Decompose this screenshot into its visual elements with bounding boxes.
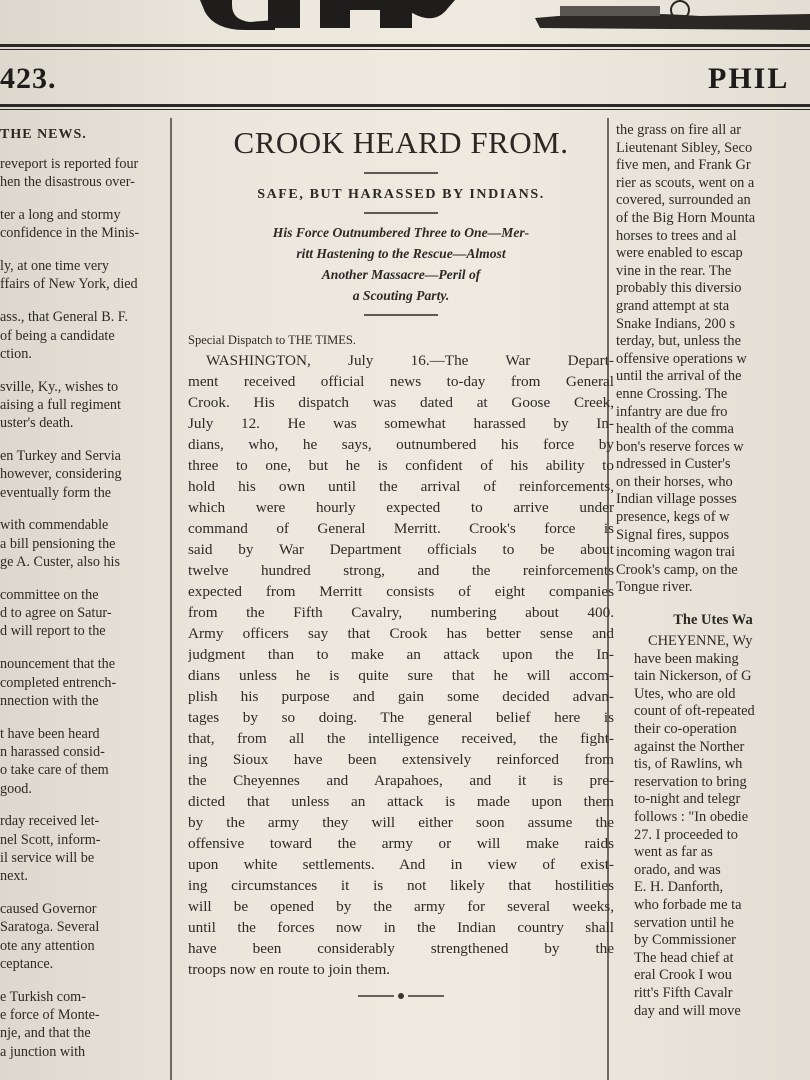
news-item xyxy=(0,516,163,571)
article-body-line: command of General Merritt. Crook's force is xyxy=(188,520,614,537)
news-item-line: of being a candidate xyxy=(0,327,115,344)
right-column-line: until the arrival of the xyxy=(616,368,742,385)
article-body-line: judgment than to make an attack upon the In- xyxy=(188,646,614,663)
news-item-line: ffairs of New York, died xyxy=(0,276,138,293)
news-item-line: eventually form the xyxy=(0,484,112,501)
news-item-line: ge A. Custer, also his xyxy=(0,554,121,571)
right-column-line: who forbade me ta xyxy=(634,896,742,913)
article-body-line: dians unless he is quite sure that he will accom- xyxy=(188,667,614,684)
right-column-line: to-night and telegr xyxy=(634,791,741,808)
right-column-line: have been making xyxy=(634,650,739,667)
article-body-line: ing Sioux have been extensively reinforced from xyxy=(188,751,614,768)
news-item-line: nnection with the xyxy=(0,692,99,709)
city-name: PHIL xyxy=(708,62,790,95)
deck-line: Another Massacre—Peril of xyxy=(321,267,481,282)
article-body-line: upon white settlements. And in view of exist- xyxy=(188,856,614,873)
right-column-line: bon's reserve forces w xyxy=(616,438,744,455)
article-body-line: ment received official news to-day from General xyxy=(188,373,614,390)
deck-divider xyxy=(364,314,438,316)
article-body-line: that, from all the intelligence received, the fight- xyxy=(188,730,614,747)
news-item xyxy=(0,812,163,885)
right-column-line: vine in the rear. The xyxy=(616,262,732,279)
news-item-line: en Turkey and Servia xyxy=(0,448,121,465)
paragraph-gap xyxy=(0,433,163,448)
right-column-line: the grass on fire all ar xyxy=(616,122,742,138)
end-ornament xyxy=(188,986,614,996)
article-body-line: Army officers say that Crook has better sense and xyxy=(188,625,614,642)
right-column-line: covered, surrounded an xyxy=(616,192,751,209)
right-column-line: went as far as xyxy=(634,844,713,861)
subheadline-divider xyxy=(364,212,438,214)
right-column-line: rier as scouts, went on a xyxy=(616,174,755,191)
article-body-line: offensive toward the army or will make raids xyxy=(188,835,614,852)
paragraph-gap xyxy=(0,641,163,656)
masthead-rule-thin xyxy=(0,49,810,50)
news-item-line: e force of Monte- xyxy=(0,1006,100,1023)
news-item-line: t have been heard xyxy=(0,725,100,742)
right-column xyxy=(616,118,810,1080)
news-item-line: sville, Ky., wishes to xyxy=(0,378,119,395)
news-item-line: with commendable xyxy=(0,517,109,534)
news-section-title: THE NEWS. xyxy=(0,127,87,142)
news-item-line: a bill pensioning the xyxy=(0,535,116,552)
news-item-line: Saratoga. Several xyxy=(0,919,100,936)
left-column xyxy=(0,118,163,1080)
news-item xyxy=(0,725,163,798)
right-column-line: reservation to bring xyxy=(634,773,747,790)
news-item xyxy=(0,900,163,973)
right-column-line: on their horses, who xyxy=(616,473,733,490)
news-item xyxy=(0,586,163,641)
article-body-line: dicted that unless an attack is made upon them xyxy=(188,793,614,810)
article-body-line: by the army they will either soon assume the xyxy=(188,814,614,831)
article-body-line: the Cheyennes and Arapahoes, and it is pre- xyxy=(188,772,614,789)
news-item xyxy=(0,206,163,243)
news-item-line: ter a long and stormy xyxy=(0,207,121,224)
news-item-line: nje, and that the xyxy=(0,1025,91,1042)
paragraph-gap xyxy=(0,710,163,725)
paragraph-gap xyxy=(0,363,163,378)
news-item-line: confidence in the Minis- xyxy=(0,225,140,242)
right-column-line: by Commissioner xyxy=(634,932,736,949)
news-item-line: hen the disastrous over- xyxy=(0,174,135,191)
paragraph-gap xyxy=(0,973,163,988)
paragraph-gap xyxy=(0,798,163,813)
article-body-line: three to one, but he is confident of his ability to xyxy=(188,457,614,474)
article-body-line: have been considerably strengthened by the xyxy=(188,940,614,957)
news-item xyxy=(0,308,163,363)
article-body-line: dians, who, he says, outnumbered his force by xyxy=(188,436,614,453)
article-subheadline: SAFE, BUT HARASSED BY INDIANS. xyxy=(257,187,545,202)
news-item-line: uster's death. xyxy=(0,415,74,432)
right-column-line: Indian village posses xyxy=(616,491,737,508)
news-item-line: a junction with xyxy=(0,1043,86,1060)
right-column-line: presence, kegs of w xyxy=(616,509,730,526)
right-column-line: of the Big Horn Mounta xyxy=(616,209,756,226)
deck-line: ritt Hastening to the Rescue—Almost xyxy=(296,246,506,261)
article-body-line: which were hourly expected to arrive under xyxy=(188,499,614,516)
right-column-line: tis, of Rawlins, wh xyxy=(634,756,743,773)
article-body-line: from the Fifth Cavalry, numbering about 400. xyxy=(188,604,614,621)
right-column-line: Lieutenant Sibley, Seco xyxy=(616,139,753,156)
article-body-line: Crook. His dispatch was dated at Goose Creek, xyxy=(188,394,614,411)
news-item-line: ly, at one time very xyxy=(0,258,109,275)
right-column-line: orado, and was xyxy=(634,861,721,878)
paragraph-gap xyxy=(0,502,163,517)
masthead-logo xyxy=(0,0,810,38)
right-column-line: day and will move xyxy=(634,1002,741,1019)
news-item-line: o take care of them xyxy=(0,762,109,779)
masthead-rule-top xyxy=(0,44,810,47)
news-item-line: next. xyxy=(0,868,28,885)
news-item-line: ceptance. xyxy=(0,955,54,972)
news-item xyxy=(0,378,163,433)
right-column-line: Snake Indians, 200 s xyxy=(616,315,736,332)
right-column-line: terday, but, unless the xyxy=(616,333,741,350)
right-column-line: follows : "In obedie xyxy=(634,808,749,825)
right-column-line: Crook's camp, on the xyxy=(616,561,738,578)
right-column-line: Signal fires, suppos xyxy=(616,526,730,543)
right-column-line: CHEYENNE, Wy xyxy=(648,633,753,650)
right-column-line: count of oft-repeated xyxy=(634,703,755,720)
right-column-line: infantry are due fro xyxy=(616,403,728,420)
news-item xyxy=(0,988,163,1061)
news-item-line: nel Scott, inform- xyxy=(0,831,101,848)
news-item-line: il service will be xyxy=(0,849,95,866)
utes-subhead: The Utes Wa xyxy=(673,612,753,629)
article-body-line: ing circumstances it is not likely that hostilities xyxy=(188,877,614,894)
news-item-line: however, considering xyxy=(0,466,122,483)
article-column xyxy=(188,118,614,1080)
news-item xyxy=(0,155,163,192)
news-item-line: committee on the xyxy=(0,586,99,603)
right-column-line: tain Nickerson, of G xyxy=(634,668,752,685)
article-deck xyxy=(188,222,614,306)
right-column-line: E. H. Danforth, xyxy=(634,879,724,896)
right-column-line: ritt's Fifth Cavalr xyxy=(634,984,733,1001)
news-item-line: good. xyxy=(0,780,32,797)
paragraph-gap xyxy=(0,294,163,309)
article-body-line: said by War Department officials to be about xyxy=(188,541,614,558)
right-column-line: servation until he xyxy=(634,914,734,931)
right-column-line: five men, and Frank Gr xyxy=(616,157,751,174)
right-column-line: ndressed in Custer's xyxy=(616,456,731,473)
news-item-line: n harassed consid- xyxy=(0,743,105,760)
news-item-line: ass., that General B. F. xyxy=(0,309,129,326)
right-column-line: Utes, who are old xyxy=(634,685,736,702)
right-column-line: incoming wagon trai xyxy=(616,544,736,561)
right-column-line: offensive operations w xyxy=(616,350,747,367)
article-body-line: troops now en route to join them. xyxy=(188,961,391,978)
news-item-line: e Turkish com- xyxy=(0,988,86,1005)
dispatch-label: Special Dispatch to THE TIMES. xyxy=(188,333,356,347)
news-item-line: ote any attention xyxy=(0,937,95,954)
news-item-line: completed entrench- xyxy=(0,674,117,691)
article-body-line: plish his purpose and gain some decided advan- xyxy=(188,688,614,705)
news-item-line: d to agree on Satur- xyxy=(0,605,112,622)
column-rule-left xyxy=(170,118,172,1080)
article-body-line: tages by so doing. The general belief here is xyxy=(188,709,614,726)
right-column-line: probably this diversio xyxy=(616,280,742,297)
right-column-line: grand attempt at sta xyxy=(616,297,730,314)
paragraph-gap xyxy=(0,571,163,586)
right-column-line: their co-operation xyxy=(634,721,737,737)
news-item-line: reveport is reported four xyxy=(0,156,139,172)
news-item xyxy=(0,257,163,294)
right-column-line: eral Crook I wou xyxy=(634,967,732,984)
dateline-rule xyxy=(0,104,810,107)
article-body xyxy=(188,350,614,980)
right-column-line: The head chief at xyxy=(634,949,734,966)
article-body-line: until the forces now in the Indian country shall xyxy=(188,919,614,936)
paragraph-gap xyxy=(0,243,163,258)
deck-line: His Force Outnumbered Three to One—Mer- xyxy=(272,225,530,240)
article-body-line: twelve hundred strong, and the reinforcements xyxy=(188,562,614,579)
headline-divider xyxy=(364,172,438,174)
right-column-line: against the Norther xyxy=(634,738,745,755)
right-column-line: health of the comma xyxy=(616,421,734,438)
article-body-line: will be opened by the army for several weeks, xyxy=(188,898,614,915)
article-headline: CROOK HEARD FROM. xyxy=(233,125,569,160)
right-column-line: Tongue river. xyxy=(616,579,693,596)
article-body-line: expected from Merritt consists of eight companies xyxy=(188,583,614,600)
news-item-line: nouncement that the xyxy=(0,656,116,673)
article-body-line: hold his own until the arrival of reinforcements, xyxy=(188,478,614,495)
paragraph-gap xyxy=(0,192,163,207)
dateline-rule-thin xyxy=(0,109,810,110)
news-item-line: rday received let- xyxy=(0,813,100,830)
news-item-line: ction. xyxy=(0,345,32,362)
news-item-line: d will report to the xyxy=(0,623,106,640)
issue-number: 423. xyxy=(0,62,57,95)
right-column-line: enne Crossing. The xyxy=(616,385,728,402)
news-item xyxy=(0,447,163,502)
news-item-line: caused Governor xyxy=(0,901,97,917)
article-body-line: WASHINGTON, July 16.—The War Depart- xyxy=(206,352,614,369)
right-column-line: 27. I proceeded to xyxy=(634,826,738,843)
news-item-line: aising a full regiment xyxy=(0,396,121,413)
news-item xyxy=(0,655,163,710)
right-column-line: horses to trees and al xyxy=(616,227,737,244)
paragraph-gap xyxy=(0,886,163,901)
right-column-line: were enabled to escap xyxy=(616,245,743,262)
deck-line: a Scouting Party. xyxy=(352,288,450,303)
article-body-line: July 12. He was somewhat harassed by In- xyxy=(188,415,614,432)
